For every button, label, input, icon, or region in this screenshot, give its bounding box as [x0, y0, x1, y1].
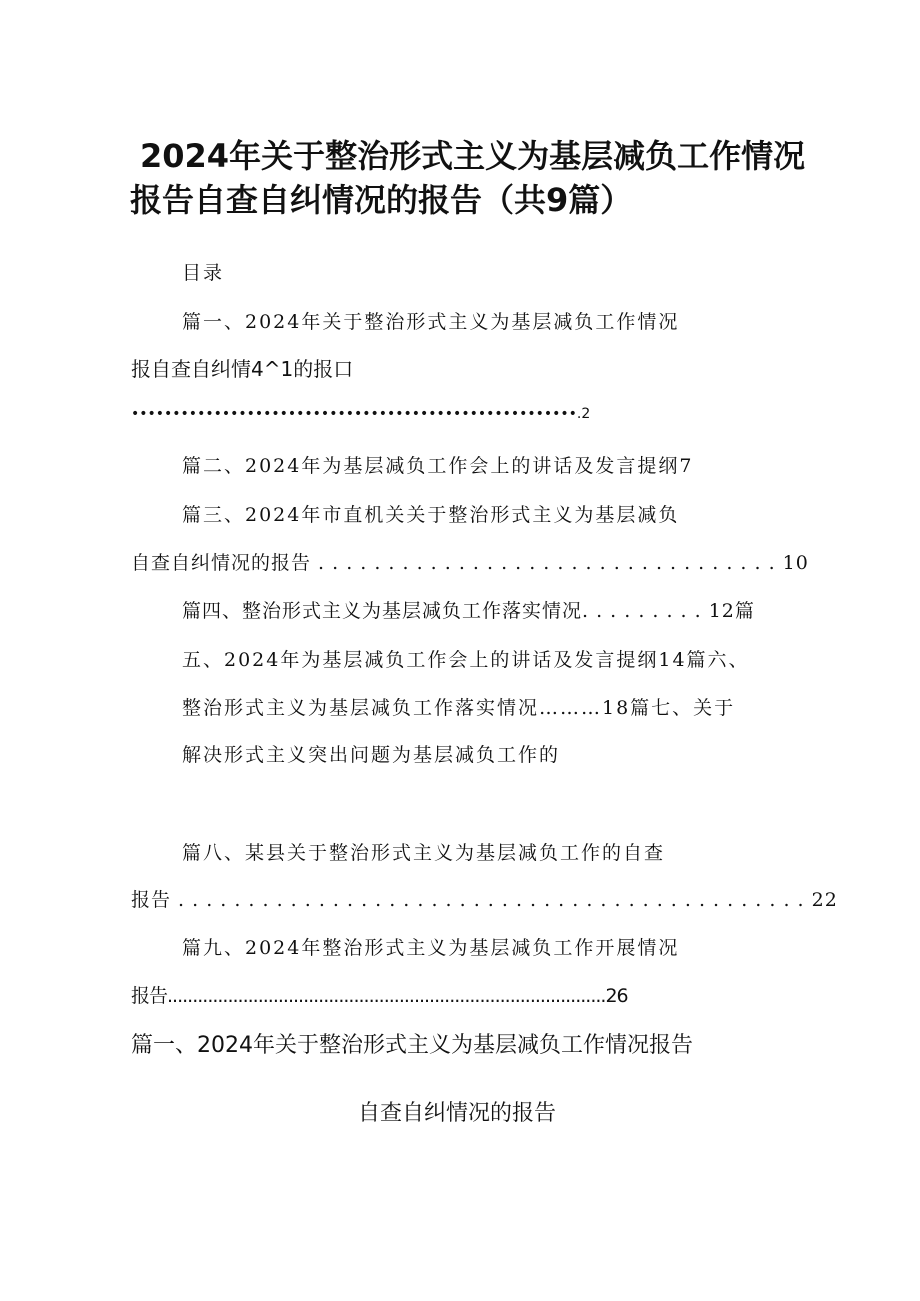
document-title-line-2: 报告自查自纠情况的报告（共9篇） — [130, 181, 633, 219]
toc-line: 篇九、2024年整治形式主义为基层减负工作开展情况 — [182, 937, 680, 959]
toc-line: 篇一、2024年关于整治形式主义为基层减负工作情况 — [182, 311, 680, 333]
toc-line: 篇二、2024年为基层减负工作会上的讲话及发言提纲7 — [182, 455, 694, 477]
toc-line: 篇四、整治形式主义为基层减负工作落实情况. . . . . . . . . 12篇 — [182, 600, 755, 622]
toc-line: 报告 . . . . . . . . . . . . . . . . . . . . . . . . . . . . . . . . . . . . . . . . . . . . . 22 — [131, 889, 838, 911]
toc-line: 五、2024年为基层减负工作会上的讲话及发言提纲14篇六、 — [182, 649, 750, 671]
document-title-line-1: 2024年关于整治形式主义为基层减负工作情况 — [140, 137, 806, 175]
toc-line: 报告.......................................................................................26 — [131, 985, 628, 1007]
section-subheading: 自查自纠情况的报告 — [358, 1101, 557, 1126]
toc-line: 整治形式主义为基层减负工作落实情况………18篇七、关于 — [182, 697, 736, 719]
toc-label: 目录 — [182, 262, 225, 284]
toc-line: 解决形式主义突出问题为基层减负工作的 — [182, 744, 561, 766]
toc-line: 篇三、2024年市直机关关于整治形式主义为基层减负 — [182, 504, 680, 526]
toc-line: ••••••••••••••••••••••••••••••••••••••••••••••••••••••.2 — [131, 406, 591, 422]
toc-line: 自查自纠情况的报告 . . . . . . . . . . . . . . . . . . . . . . . . . . . . . . . . . 10 — [131, 552, 809, 574]
section-heading: 篇一、2024年关于整治形式主义为基层减负工作情况报告 — [131, 1033, 693, 1058]
toc-line: 报自查自纠情4^1的报口 — [131, 357, 354, 381]
toc-line: 篇八、某县关于整治形式主义为基层减负工作的自查 — [182, 842, 666, 864]
